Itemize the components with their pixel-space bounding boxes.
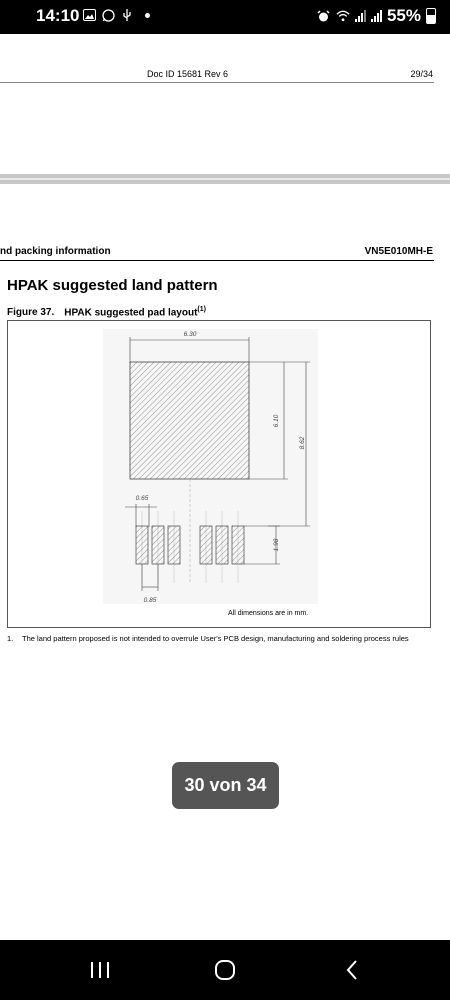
alarm-icon xyxy=(317,9,331,23)
page-indicator: 30 von 34 xyxy=(172,762,279,809)
page-header-left: nd packing information xyxy=(0,246,111,257)
back-icon xyxy=(344,959,360,981)
gallery-icon xyxy=(82,8,96,22)
notification-icons xyxy=(82,8,150,22)
home-icon xyxy=(214,959,236,981)
clock: 14:10 xyxy=(36,6,80,25)
battery-icon xyxy=(426,8,436,24)
signal-icon xyxy=(355,10,366,22)
previous-page xyxy=(0,34,450,174)
doc-id: Doc ID 15681 Rev 6 xyxy=(147,69,229,79)
thermal-pad xyxy=(130,362,249,479)
navigation-bar xyxy=(0,940,450,1000)
footer-divider xyxy=(0,82,434,83)
section-title: HPAK suggested land pattern xyxy=(7,277,218,294)
lead-pad xyxy=(216,526,228,564)
dim-pitch: 0.65 xyxy=(135,495,149,502)
page-number: 29/34 xyxy=(410,69,433,79)
wifi-icon xyxy=(336,9,350,23)
recent-apps-button[interactable] xyxy=(70,940,130,1000)
battery-percent: 55% xyxy=(386,6,421,25)
figure-title: HPAK suggested pad layout xyxy=(64,307,198,319)
dim-pad-height: 6.10 xyxy=(273,414,280,428)
dim-total-height: 8.62 xyxy=(299,436,306,450)
footnote-number: 1. xyxy=(7,634,14,643)
recent-apps-icon xyxy=(89,960,111,980)
signal-icon xyxy=(371,10,382,22)
whatsapp-icon xyxy=(101,8,115,22)
system-status xyxy=(317,6,436,26)
figure-footnote-ref: (1) xyxy=(197,306,206,313)
page-separator-highlight xyxy=(0,178,450,180)
dim-pad-width: 6.30 xyxy=(183,331,197,338)
lead-pad xyxy=(168,526,180,564)
lead-pad xyxy=(136,526,148,564)
figure-number: Figure 37. xyxy=(7,307,55,319)
battery-fill xyxy=(427,15,435,23)
usb-icon xyxy=(120,8,134,22)
footnote xyxy=(7,634,422,643)
status-bar xyxy=(0,0,450,34)
lead-pad xyxy=(200,526,212,564)
dot-icon xyxy=(145,13,150,18)
footnote-text: The land pattern proposed is not intended to overrule User's PCB design, manufacturing and soldering process rules xyxy=(22,634,409,643)
back-button[interactable] xyxy=(322,940,382,1000)
dimensions-note: All dimensions are in mm. xyxy=(228,610,309,617)
page-header-right: VN5E010MH-E xyxy=(364,246,433,257)
pad-layout-drawing xyxy=(8,321,430,627)
header-divider xyxy=(0,260,434,261)
dim-lead-length: 1.98 xyxy=(273,538,280,552)
dim-lead-width: 0.85 xyxy=(143,597,157,604)
lead-pad xyxy=(152,526,164,564)
lead-pad xyxy=(232,526,244,564)
home-button[interactable] xyxy=(195,940,255,1000)
figure-caption xyxy=(7,306,206,318)
